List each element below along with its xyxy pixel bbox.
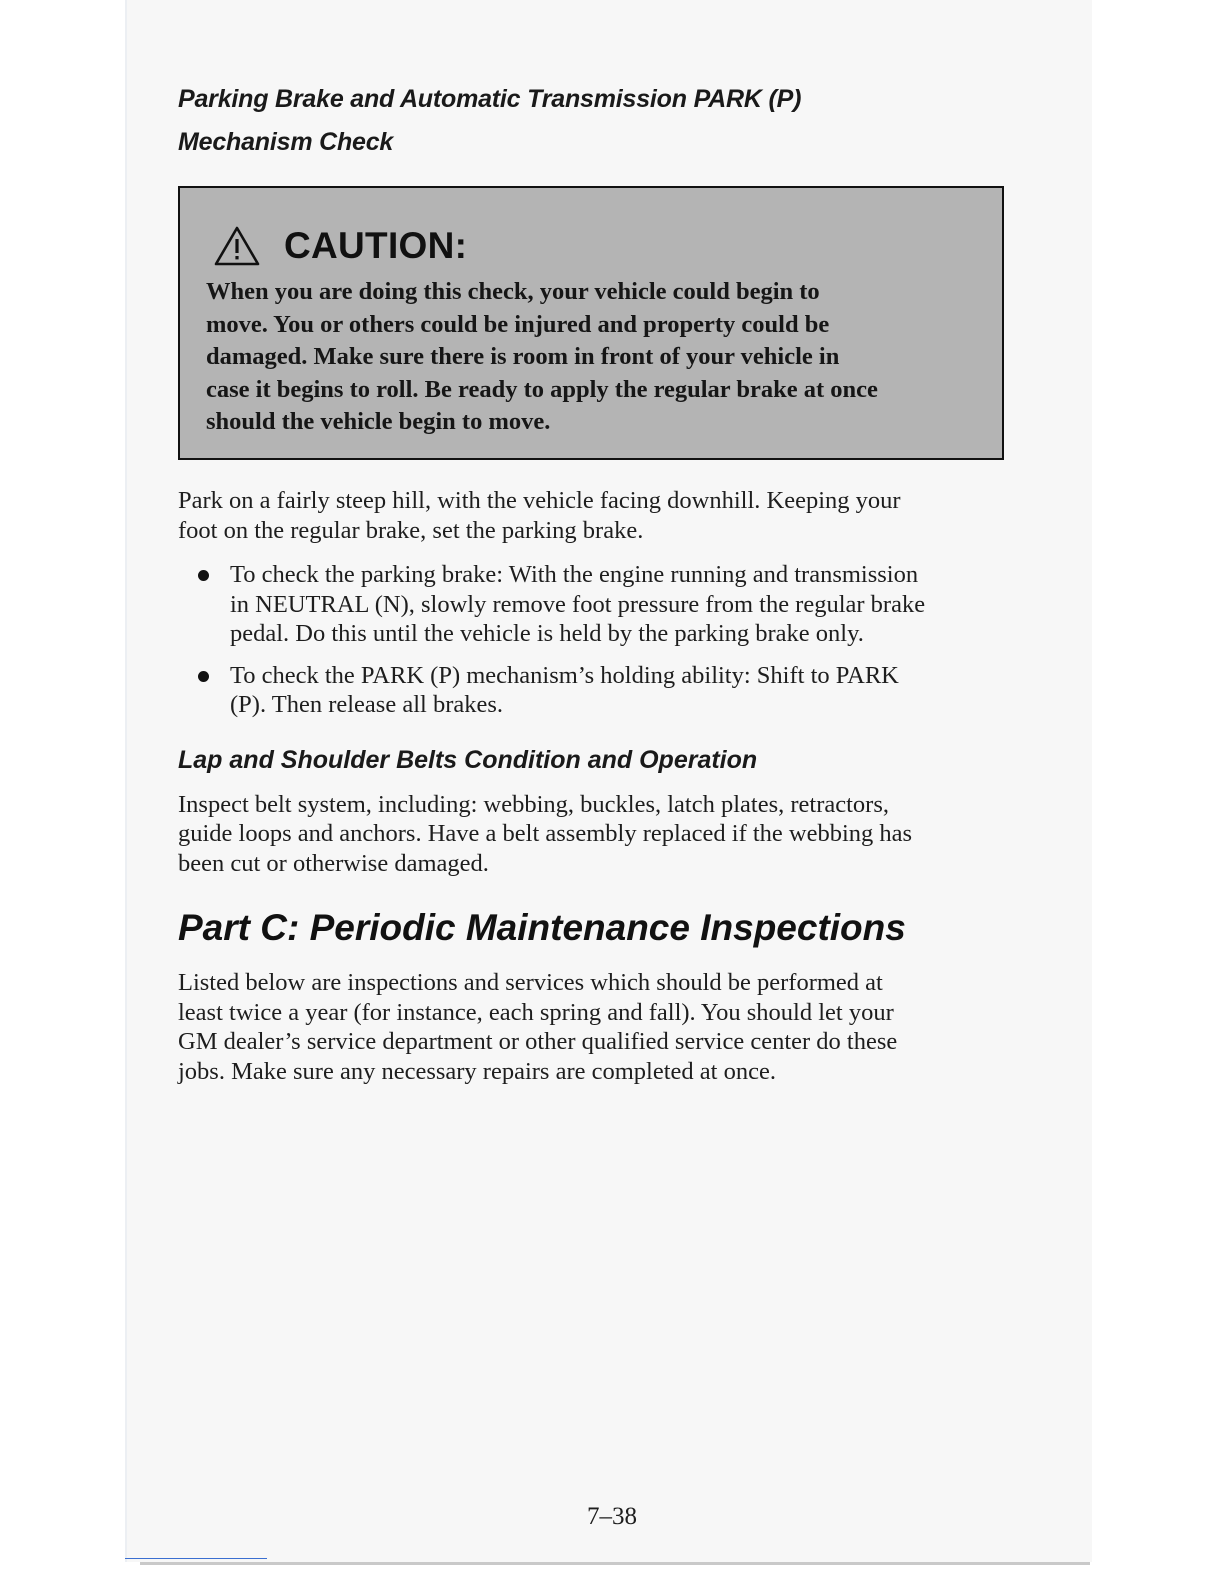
bullet-icon [198, 671, 209, 682]
caution-line: case it begins to roll. Be ready to apply the regular brake at once [206, 375, 878, 403]
park-check-list [178, 560, 1008, 720]
caution-box [178, 186, 1004, 460]
part-c-line: least twice a year (for instance, each spring and fall). You should let your [178, 998, 894, 1026]
belts-line: guide loops and anchors. Have a belt assembly replaced if the webbing has [178, 820, 913, 847]
list-item [178, 661, 1000, 720]
caution-line: When you are doing this check, your vehicle could begin to [206, 278, 820, 305]
page-number: 7–38 [587, 1503, 637, 1530]
section-heading-line-2: Mechanism Check [178, 128, 394, 156]
belts-line: been cut or otherwise damaged. [178, 849, 489, 877]
intro-line: foot on the regular brake, set the parking brake. [178, 516, 644, 544]
section-heading [178, 78, 1008, 164]
park-check-intro [178, 486, 978, 545]
page-bottom-rule [140, 1562, 1090, 1565]
bullet-line: in NEUTRAL (N), slowly remove foot pressure from the regular brake [230, 590, 926, 618]
caution-line: should the vehicle begin to move. [206, 408, 551, 435]
list-item [178, 560, 1000, 649]
caution-header [206, 222, 976, 270]
part-c-title: Part C: Periodic Maintenance Inspections [178, 907, 906, 948]
part-c-line: Listed below are inspections and services which should be performed at [178, 969, 883, 996]
bullet-icon [198, 570, 209, 581]
belts-line: Inspect belt system, including: webbing, buckles, latch plates, retractors, [178, 790, 889, 818]
page-bottom-link-line [125, 1558, 267, 1559]
bullet-line: (P). Then release all brakes. [230, 691, 504, 718]
page-content [178, 78, 1008, 1086]
warning-triangle-icon [214, 226, 260, 266]
bullet-line: To check the parking brake: With the engine running and transmission [230, 561, 919, 588]
part-c-paragraph [178, 968, 978, 1086]
caution-line: damaged. Make sure there is room in front of your vehicle in [206, 343, 840, 370]
belts-paragraph [178, 790, 988, 879]
intro-line: Park on a fairly steep hill, with the vehicle facing downhill. Keeping your [178, 487, 901, 514]
caution-text [206, 276, 966, 439]
caution-line: move. You or others could be injured and property could be [206, 310, 830, 338]
part-c-line: jobs. Make sure any necessary repairs are completed at once. [178, 1057, 776, 1085]
part-c-line: GM dealer’s service department or other qualified service center do these [178, 1028, 898, 1055]
bullet-line: To check the PARK (P) mechanism’s holding ability: Shift to PARK [230, 661, 899, 689]
belts-heading: Lap and Shoulder Belts Condition and Operation [178, 745, 758, 774]
section-heading-line-1: Parking Brake and Automatic Transmission PARK (P) [178, 85, 802, 113]
bullet-line: pedal. Do this until the vehicle is held by the parking brake only. [230, 620, 864, 647]
caution-title: CAUTION: [284, 225, 468, 266]
